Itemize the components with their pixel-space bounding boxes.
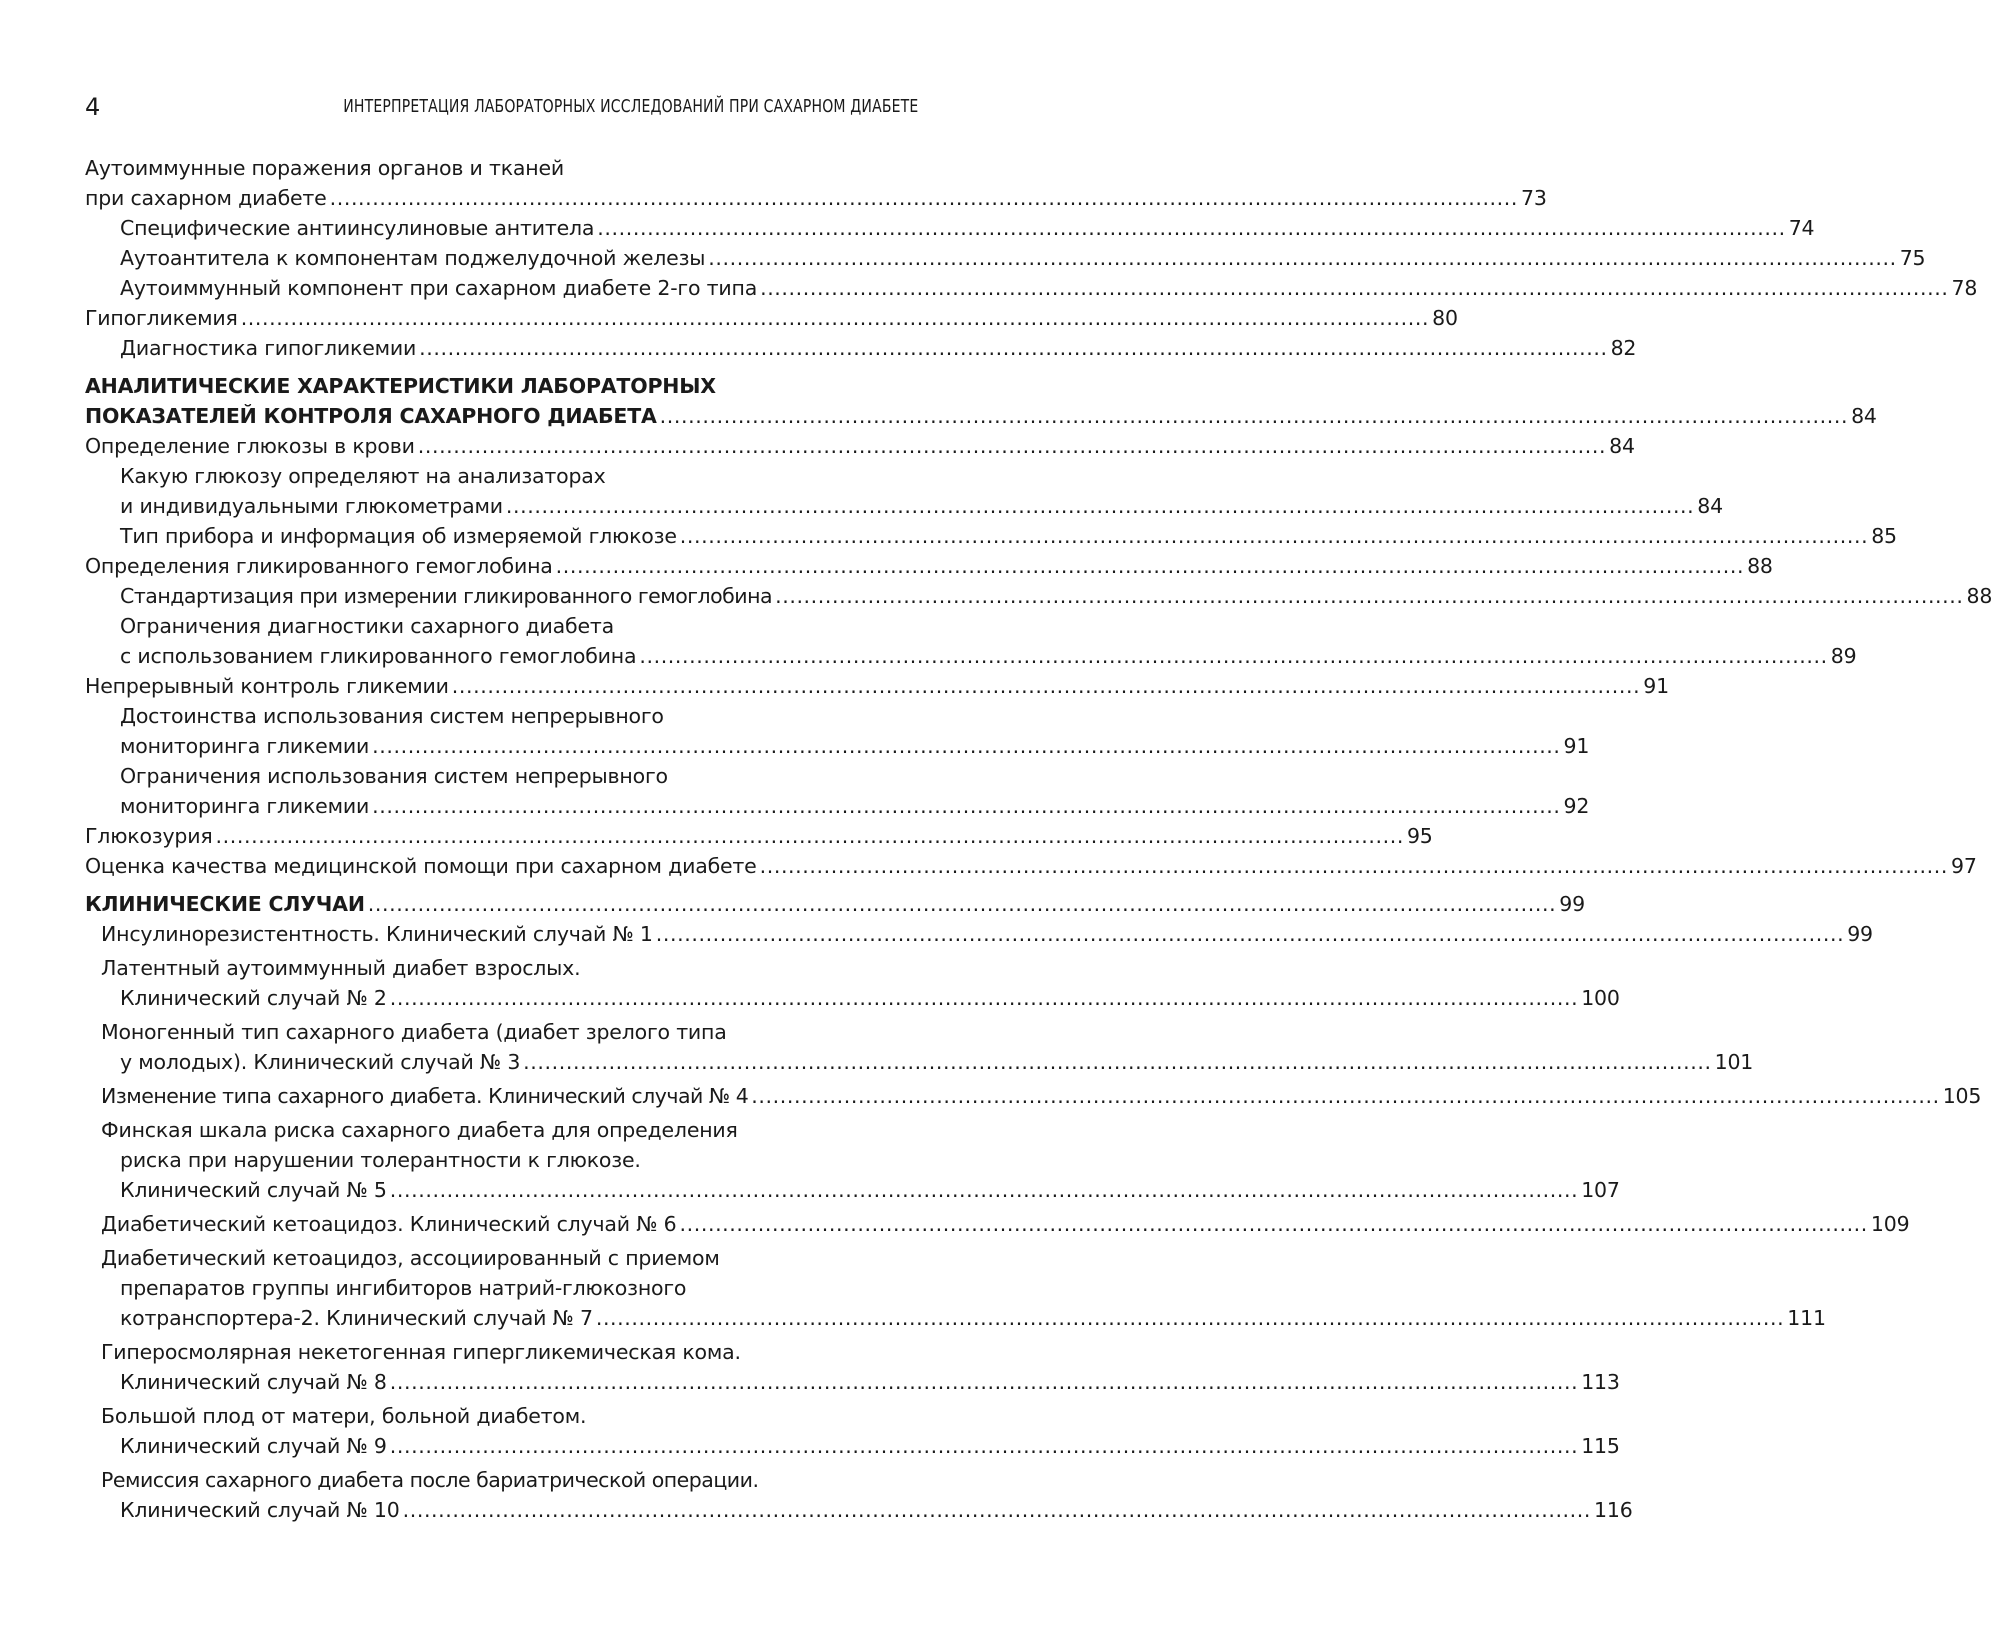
- toc-page-number: 73: [1521, 186, 1547, 210]
- toc-entry-line: Непрерывный контроль гликемии: [85, 674, 449, 698]
- leader-dots: .......................................................................................................................................................................: [372, 794, 1561, 818]
- toc-entry-line: Диабетический кетоацидоз. Клинический случай № 6: [101, 1212, 677, 1236]
- leader-dots: .......................................................................................................................................................................: [389, 1370, 1579, 1394]
- toc-page-number: 99: [1847, 922, 1873, 946]
- toc-entry-line: Ограничения диагностики сахарного диабета: [120, 614, 614, 638]
- toc-entry-line: при сахарном диабете: [85, 186, 327, 210]
- toc-entry-line: АНАЛИТИЧЕСКИЕ ХАРАКТЕРИСТИКИ ЛАБОРАТОРНЫХ: [85, 374, 716, 398]
- toc-entry-line: котранспортера-2. Клинический случай № 7: [120, 1306, 593, 1330]
- toc-entry-line: риска при нарушении толерантности к глюкозе.: [120, 1148, 641, 1172]
- toc-entry: [85, 1243, 1826, 1333]
- toc-page-number: 91: [1643, 674, 1669, 698]
- toc-entry: [85, 431, 1635, 461]
- toc-entry-line: Аутоантитела к компонентам поджелудочной железы: [120, 246, 706, 270]
- toc-entry: [85, 581, 1992, 611]
- leader-dots: .......................................................................................................................................................................: [659, 404, 1849, 428]
- toc-page-number: 75: [1899, 246, 1926, 270]
- toc-entry-line: Гиперосмолярная некетогенная гипергликемическая кома.: [101, 1340, 741, 1364]
- leader-dots: .......................................................................................................................................................................: [708, 246, 1897, 270]
- leader-dots: .......................................................................................................................................................................: [759, 854, 1949, 878]
- toc-entry-line: Инсулинорезистентность. Клинический случай № 1: [101, 922, 653, 946]
- toc-entry-line: Тип прибора и информация об измеряемой глюкозе: [120, 524, 677, 548]
- toc-entry: [85, 213, 1815, 243]
- toc-entry: [85, 461, 1723, 521]
- toc-page-number: 97: [1951, 854, 1977, 878]
- toc-entry-line: мониторинга гликемии: [120, 794, 370, 818]
- leader-dots: .......................................................................................................................................................................: [639, 644, 1828, 668]
- toc-page-number: 84: [1697, 494, 1723, 518]
- toc-entry-line: Оценка качества медицинской помощи при сахарном диабете: [85, 854, 757, 878]
- toc-entry: [85, 551, 1773, 581]
- toc-page-number: 107: [1581, 1178, 1620, 1202]
- toc-entry: [85, 671, 1669, 701]
- toc-entry: [85, 1401, 1620, 1461]
- toc-entry-line: Какую глюкозу определяют на анализаторах: [120, 464, 606, 488]
- toc-entry-line: Клинический случай № 10: [120, 1498, 400, 1522]
- toc-page-number: 89: [1830, 644, 1857, 668]
- toc-entry-line: Определение глюкозы в крови: [85, 434, 415, 458]
- toc-entry: [85, 1209, 1910, 1239]
- leader-dots: .......................................................................................................................................................................: [329, 186, 1519, 210]
- leader-dots: .......................................................................................................................................................................: [751, 1084, 1940, 1108]
- toc-page-number: 88: [1966, 584, 1992, 608]
- toc-entry-line: с использованием гликированного гемоглобина: [120, 644, 637, 668]
- leader-dots: .......................................................................................................................................................................: [679, 1212, 1868, 1236]
- toc-page-number: 116: [1594, 1498, 1633, 1522]
- leader-dots: .......................................................................................................................................................................: [215, 824, 1404, 848]
- leader-dots: .......................................................................................................................................................................: [595, 1306, 1785, 1330]
- toc-section-heading: [85, 889, 1585, 919]
- leader-dots: .......................................................................................................................................................................: [451, 674, 1641, 698]
- toc-entry-line: Стандартизация при измерении гликированного гемоглобина: [120, 584, 773, 608]
- leader-dots: .......................................................................................................................................................................: [372, 734, 1561, 758]
- leader-dots: .......................................................................................................................................................................: [367, 892, 1557, 916]
- toc-page-number: 115: [1581, 1434, 1620, 1458]
- toc-entry: [85, 851, 1977, 881]
- toc-entry: [85, 153, 1547, 213]
- toc-entry: [85, 1337, 1620, 1397]
- toc-page-number: 80: [1432, 306, 1458, 330]
- toc-page-number: 99: [1559, 892, 1585, 916]
- toc-entry: [85, 761, 1590, 821]
- toc-entry-line: Клинический случай № 2: [120, 986, 387, 1010]
- toc-entry: [85, 821, 1433, 851]
- leader-dots: .......................................................................................................................................................................: [389, 1434, 1579, 1458]
- toc-entry: [85, 1115, 1620, 1205]
- toc-entry: [85, 521, 1897, 551]
- toc-entry-line: Изменение типа сахарного диабета. Клинический случай № 4: [101, 1084, 749, 1108]
- toc-entry-line: Диабетический кетоацидоз, ассоциированный с приемом: [101, 1246, 720, 1270]
- toc-entry: [85, 1465, 1633, 1525]
- toc-entry-line: Аутоиммунный компонент при сахарном диабете 2-го типа: [120, 276, 758, 300]
- toc-page-number: 85: [1871, 524, 1897, 548]
- toc-page-number: 91: [1563, 734, 1590, 758]
- toc-entry: [85, 1017, 1754, 1077]
- toc-page-number: 111: [1787, 1306, 1826, 1330]
- leader-dots: .......................................................................................................................................................................: [775, 584, 1964, 608]
- toc-page-number: 105: [1942, 1084, 1982, 1108]
- toc-entry-line: у молодых). Клинический случай № 3: [120, 1050, 521, 1074]
- toc-entry: [85, 919, 1873, 949]
- toc-page-number: 101: [1714, 1050, 1754, 1074]
- toc-entry: [85, 611, 1857, 671]
- leader-dots: .......................................................................................................................................................................: [389, 1178, 1579, 1202]
- toc-entry: [85, 1081, 1982, 1111]
- toc-entry-line: Глюкозурия: [85, 824, 213, 848]
- toc-entry-line: ПОКАЗАТЕЛЕЙ КОНТРОЛЯ САХАРНОГО ДИАБЕТА: [85, 404, 657, 428]
- toc-page-number: 84: [1609, 434, 1635, 458]
- toc-entry-line: Клинический случай № 9: [120, 1434, 387, 1458]
- toc-page-number: 78: [1951, 276, 1978, 300]
- table-of-contents: [85, 153, 1992, 1525]
- toc-entry-line: Финская шкала риска сахарного диабета для определения: [101, 1118, 738, 1142]
- toc-entry-line: Специфические антиинсулиновые антитела: [120, 216, 595, 240]
- running-header: [85, 92, 918, 122]
- toc-entry-line: Гипогликемия: [85, 306, 238, 330]
- leader-dots: .......................................................................................................................................................................: [760, 276, 1949, 300]
- leader-dots: .......................................................................................................................................................................: [655, 922, 1845, 946]
- leader-dots: .......................................................................................................................................................................: [240, 306, 1430, 330]
- toc-page-number: 82: [1610, 336, 1637, 360]
- leader-dots: .......................................................................................................................................................................: [389, 986, 1579, 1010]
- leader-dots: .......................................................................................................................................................................: [679, 524, 1869, 548]
- toc-entry-line: Определения гликированного гемоглобина: [85, 554, 553, 578]
- leader-dots: .......................................................................................................................................................................: [523, 1050, 1712, 1074]
- leader-dots: .......................................................................................................................................................................: [419, 336, 1608, 360]
- toc-entry-line: Моногенный тип сахарного диабета (диабет зрелого типа: [101, 1020, 727, 1044]
- toc-entry-line: Латентный аутоиммунный диабет взрослых.: [101, 956, 581, 980]
- leader-dots: .......................................................................................................................................................................: [597, 216, 1786, 240]
- toc-page-number: 92: [1563, 794, 1590, 818]
- toc-entry-line: Ремиссия сахарного диабета после бариатрической операции.: [101, 1468, 759, 1492]
- toc-entry-line: Клинический случай № 8: [120, 1370, 387, 1394]
- leader-dots: .......................................................................................................................................................................: [417, 434, 1607, 458]
- toc-page-number: 109: [1870, 1212, 1910, 1236]
- leader-dots: .......................................................................................................................................................................: [555, 554, 1745, 578]
- toc-entry: [85, 333, 1637, 363]
- toc-entry-line: Аутоиммунные поражения органов и тканей: [85, 156, 565, 180]
- toc-entry: [85, 243, 1926, 273]
- toc-entry-line: препаратов группы ингибиторов натрий-глюкозного: [120, 1276, 687, 1300]
- leader-dots: .......................................................................................................................................................................: [505, 494, 1695, 518]
- toc-entry: [85, 273, 1978, 303]
- page-number: 4: [85, 93, 101, 121]
- toc-entry-line: Клинический случай № 5: [120, 1178, 387, 1202]
- toc-entry-line: Диагностика гипогликемии: [120, 336, 417, 360]
- toc-entry: [85, 303, 1458, 333]
- toc-section-heading: [85, 371, 1877, 431]
- toc-entry: [85, 701, 1590, 761]
- toc-entry-line: Ограничения использования систем непрерывного: [120, 764, 668, 788]
- toc-page-number: 113: [1581, 1370, 1620, 1394]
- toc-page-number: 74: [1788, 216, 1815, 240]
- toc-entry-line: и индивидуальными глюкометрами: [120, 494, 503, 518]
- toc-entry-line: КЛИНИЧЕСКИЕ СЛУЧАИ: [85, 892, 365, 916]
- toc-page-number: 88: [1747, 554, 1773, 578]
- toc-entry-line: Большой плод от матери, больной диабетом.: [101, 1404, 587, 1428]
- toc-page-number: 84: [1851, 404, 1877, 428]
- running-title: ИНТЕРПРЕТАЦИЯ ЛАБОРАТОРНЫХ ИССЛЕДОВАНИЙ ПРИ САХАРНОМ ДИАБЕТЕ: [342, 96, 918, 117]
- toc-entry-line: мониторинга гликемии: [120, 734, 370, 758]
- toc-entry-line: Достоинства использования систем непрерывного: [120, 704, 664, 728]
- leader-dots: .......................................................................................................................................................................: [402, 1498, 1592, 1522]
- toc-page-number: 95: [1406, 824, 1433, 848]
- toc-entry: [85, 953, 1620, 1013]
- toc-page-number: 100: [1581, 986, 1620, 1010]
